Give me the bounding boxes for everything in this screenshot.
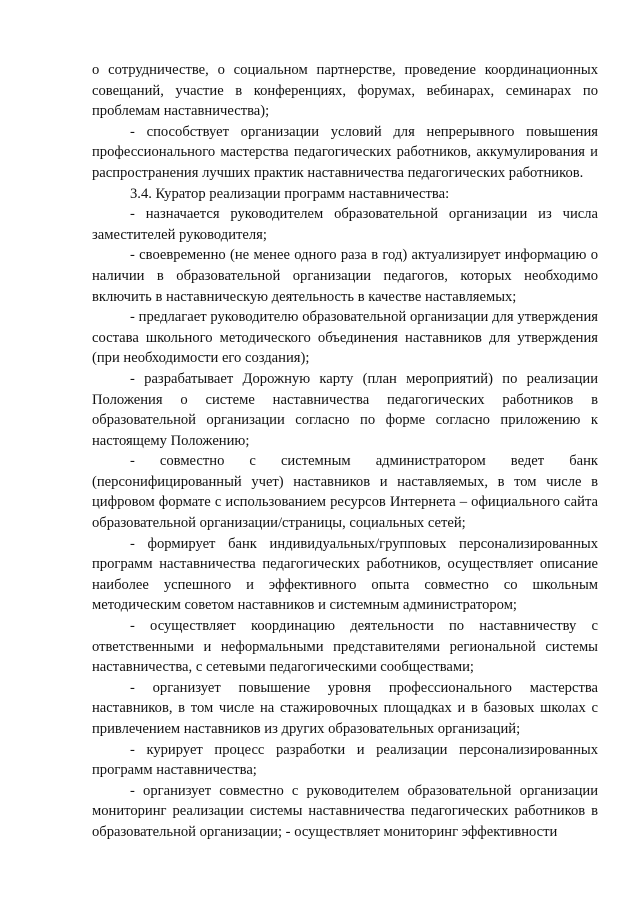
section-heading-3-4: 3.4. Куратор реализации программ наставничества: bbox=[130, 185, 450, 202]
paragraph-9: - осуществляет координацию деятельности по наставничеству с ответственными и неформальными представителями региональной системы наставничества, с сетевыми педагогическими сообществами; bbox=[92, 618, 598, 676]
paragraph-1: - способствует организации условий для непрерывного повышения профессионального мастерства педагогических работников, аккумулирования и распространения лучших практик наставничества педагогических работников. bbox=[92, 123, 598, 181]
paragraph-12: - организует совместно с руководителем образовательной организации мониторинг реализации системы наставничества педагогических работников в образовательной организации; - осуществляет мониторинг эффективности bbox=[92, 782, 598, 840]
paragraph-3: - назначается руководителем образовательной организации из числа заместителей руководителя; bbox=[92, 206, 598, 243]
paragraph-0: о сотрудничестве, о социальном партнерстве, проведение координационных совещаний, участие в конференциях, форумах, вебинарах, семинарах по проблемам наставничества); bbox=[92, 62, 598, 120]
paragraph-4: - своевременно (не менее одного раза в год) актуализирует информацию о наличии в образовательной организации педагогов, которых необходимо включить в наставническую деятельность в качестве наставляемых; bbox=[92, 247, 598, 305]
paragraph-10: - организует повышение уровня профессионального мастерства наставников, в том числе на стажировочных площадках и в базовых школах с привлечением наставников из других образовательных организаций; bbox=[92, 679, 598, 737]
paragraph-5: - предлагает руководителю образовательной организации для утверждения состава школьного методического объединения наставников для утверждения (при необходимости его создания); bbox=[92, 309, 598, 367]
document-page bbox=[92, 60, 598, 843]
paragraph-7: - совместно с системным администратором ведет банк (персонифицированный учет) наставников и наставляемых, в том числе в цифровом формате с использованием ресурсов Интернета – официального сайта образовательной организации/страницы, социальных сетей; bbox=[92, 453, 598, 532]
paragraph-8: - формирует банк индивидуальных/групповых персонализированных программ наставничества педагогических работников, осуществляет описание наиболее успешного и эффективного опыта совместно со школьным методическим советом наставников и системным администратором; bbox=[92, 535, 598, 614]
paragraph-6: - разрабатывает Дорожную карту (план мероприятий) по реализации Положения о системе наставничества педагогических работников в образовательной организации согласно по форме согласно приложению к настоящему Положению; bbox=[92, 370, 598, 449]
paragraph-11: - курирует процесс разработки и реализации персонализированных программ наставничества; bbox=[92, 741, 598, 779]
